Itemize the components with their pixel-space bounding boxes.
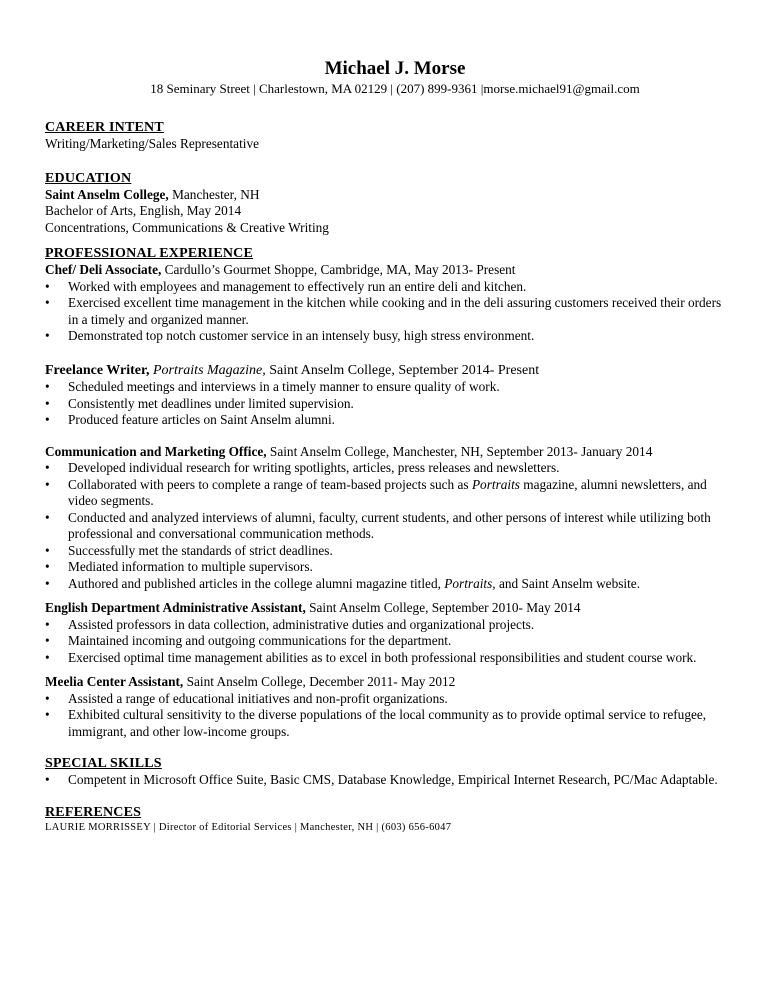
education-heading: EDUCATION bbox=[45, 170, 132, 186]
resume-page bbox=[45, 58, 725, 835]
bullet-icon: • bbox=[45, 295, 50, 310]
bullet-icon: • bbox=[45, 707, 50, 722]
bullet-icon: • bbox=[45, 395, 50, 411]
job-detail: Saint Anselm College, September 2010- May 2014 bbox=[305, 600, 581, 615]
career-intent-heading: CAREER INTENT bbox=[45, 120, 164, 135]
job-title-line bbox=[45, 674, 725, 691]
bullet-text: Maintained incoming and outgoing communications for the department. bbox=[68, 633, 452, 648]
bullet-text-italic: Portraits bbox=[471, 476, 520, 492]
bullet-text: Demonstrated top notch customer service in an intensely busy, high stress environment. bbox=[68, 328, 535, 343]
job-bullets bbox=[45, 460, 725, 592]
job-title: Communication and Marketing Office, bbox=[45, 443, 267, 459]
job-publication: Portraits Magazine, bbox=[149, 362, 266, 378]
job-title-line bbox=[45, 262, 725, 279]
bullet-text: Exercised excellent time management in the kitchen while cooking and in the deli assuring customers received their orders in a timely and organized manner. bbox=[68, 295, 722, 327]
bullet-icon: • bbox=[45, 542, 50, 558]
list-item bbox=[45, 691, 725, 708]
list-item bbox=[45, 328, 725, 345]
list-item bbox=[45, 543, 725, 560]
bullet-text-part: Collaborated with peers to complete a range of team-based projects such as bbox=[68, 476, 472, 492]
resume-name: Michael J. Morse bbox=[324, 58, 466, 79]
job-detail: Saint Anselm College, Manchester, NH, September 2013- January 2014 bbox=[266, 443, 653, 459]
bullet-text bbox=[68, 576, 640, 591]
bullet-icon: • bbox=[45, 460, 50, 475]
list-item bbox=[45, 576, 725, 593]
bullet-icon: • bbox=[45, 649, 50, 665]
bullet-text: Scheduled meetings and interviews in a timely manner to ensure quality of work. bbox=[68, 379, 500, 394]
bullet-text: Competent in Microsoft Office Suite, Basic CMS, Database Knowledge, Empirical Internet Research, PC/Mac Adaptable. bbox=[68, 772, 718, 787]
references-heading-text: REFERENCES bbox=[45, 804, 142, 820]
bullet-icon: • bbox=[45, 772, 50, 787]
job-bullets bbox=[45, 279, 725, 345]
bullet-icon: • bbox=[45, 412, 50, 427]
bullet-icon: • bbox=[45, 328, 50, 343]
bullet-text-part: magazine, alumni newsletters, and video segments. bbox=[68, 476, 707, 508]
bullet-text: Assisted professors in data collection, administrative duties and organizational projects. bbox=[68, 616, 535, 632]
job-bullets bbox=[45, 691, 725, 741]
list-item bbox=[45, 650, 725, 667]
list-item bbox=[45, 633, 725, 650]
bullet-text: Mediated information to multiple supervisors. bbox=[68, 559, 313, 574]
school-location: Manchester, NH bbox=[168, 186, 260, 202]
bullet-icon: • bbox=[45, 616, 50, 632]
job-bullets bbox=[45, 379, 725, 429]
bullet-icon: • bbox=[45, 633, 50, 648]
job-title: Freelance Writer, bbox=[45, 362, 150, 378]
reference-line: LAURIE MORRISSEY | Director of Editorial Services | Manchester, NH | (603) 656-6047 bbox=[45, 821, 452, 833]
bullet-text: Conducted and analyzed interviews of alumni, faculty, current students, and other persons of interest while utilizing both professional and conversational communication methods. bbox=[68, 509, 711, 541]
bullet-text-part: Authored and published articles in the college alumni magazine titled, bbox=[68, 575, 445, 591]
bullet-text: Developed individual research for writing spotlights, articles, press releases and newsletters. bbox=[68, 460, 560, 475]
job-title-line bbox=[45, 600, 725, 617]
job-title: Chef/ Deli Associate, bbox=[45, 262, 162, 277]
list-item bbox=[45, 412, 725, 429]
bullet-icon: • bbox=[45, 278, 50, 294]
bullet-icon: • bbox=[45, 476, 50, 492]
job-bullets bbox=[45, 617, 725, 667]
job-title-line bbox=[45, 363, 725, 380]
bullet-icon: • bbox=[45, 690, 50, 706]
skills-bullets bbox=[45, 772, 725, 789]
list-item bbox=[45, 510, 725, 543]
bullet-text: Assisted a range of educational initiatives and non-profit organizations. bbox=[68, 690, 448, 706]
bullet-text bbox=[68, 477, 707, 509]
bullet-text: Successfully met the standards of strict deadlines. bbox=[68, 542, 333, 558]
job-title: Meelia Center Assistant, bbox=[45, 674, 184, 689]
bullet-text: Worked with employees and management to effectively run an entire deli and kitchen. bbox=[68, 278, 527, 294]
bullet-icon: • bbox=[45, 379, 50, 394]
list-item bbox=[45, 559, 725, 576]
list-item bbox=[45, 707, 725, 740]
bullet-text-italic: Portraits bbox=[444, 575, 493, 591]
list-item bbox=[45, 460, 725, 477]
bullet-text: Consistently met deadlines under limited supervision. bbox=[68, 395, 354, 411]
school-name: Saint Anselm College, bbox=[45, 186, 169, 202]
skills-heading: SPECIAL SKILLS bbox=[45, 756, 162, 771]
concentrations-line: Concentrations, Communications & Creative Writing bbox=[45, 219, 329, 235]
bullet-text-part: , and Saint Anselm website. bbox=[492, 575, 641, 591]
bullet-icon: • bbox=[45, 559, 50, 574]
experience-heading: PROFESSIONAL EXPERIENCE bbox=[45, 246, 254, 261]
education-school-line bbox=[45, 187, 725, 204]
job-title-line bbox=[45, 444, 725, 461]
job-title: English Department Administrative Assistant, bbox=[45, 600, 306, 615]
job-detail: Saint Anselm College, September 2014- Present bbox=[265, 362, 540, 378]
bullet-text: Exercised optimal time management abilities as to excel in both professional responsibilities and student course work. bbox=[68, 649, 697, 665]
list-item bbox=[45, 477, 725, 510]
bullet-icon: • bbox=[45, 575, 50, 591]
job-detail: Cardullo’s Gourmet Shoppe, Cambridge, MA, May 2013- Present bbox=[161, 262, 516, 277]
list-item bbox=[45, 279, 725, 296]
contact-info: 18 Seminary Street | Charlestown, MA 02129 | (207) 899-9361 |morse.michael91@gmail.com bbox=[150, 81, 640, 96]
degree-line: Bachelor of Arts, English, May 2014 bbox=[45, 203, 242, 218]
references-heading bbox=[45, 805, 725, 821]
bullet-text: Exhibited cultural sensitivity to the diverse populations of the local community as to provide optimal service to refugee, immigrant, and other low-income groups. bbox=[68, 707, 707, 739]
bullet-text: Produced feature articles on Saint Anselm alumni. bbox=[68, 412, 335, 427]
list-item bbox=[45, 617, 725, 634]
career-intent-text: Writing/Marketing/Sales Representative bbox=[45, 136, 260, 151]
list-item bbox=[45, 396, 725, 413]
list-item bbox=[45, 295, 725, 328]
list-item bbox=[45, 772, 725, 789]
bullet-icon: • bbox=[45, 509, 50, 525]
job-detail: Saint Anselm College, December 2011- May 2012 bbox=[183, 674, 456, 689]
list-item bbox=[45, 379, 725, 396]
